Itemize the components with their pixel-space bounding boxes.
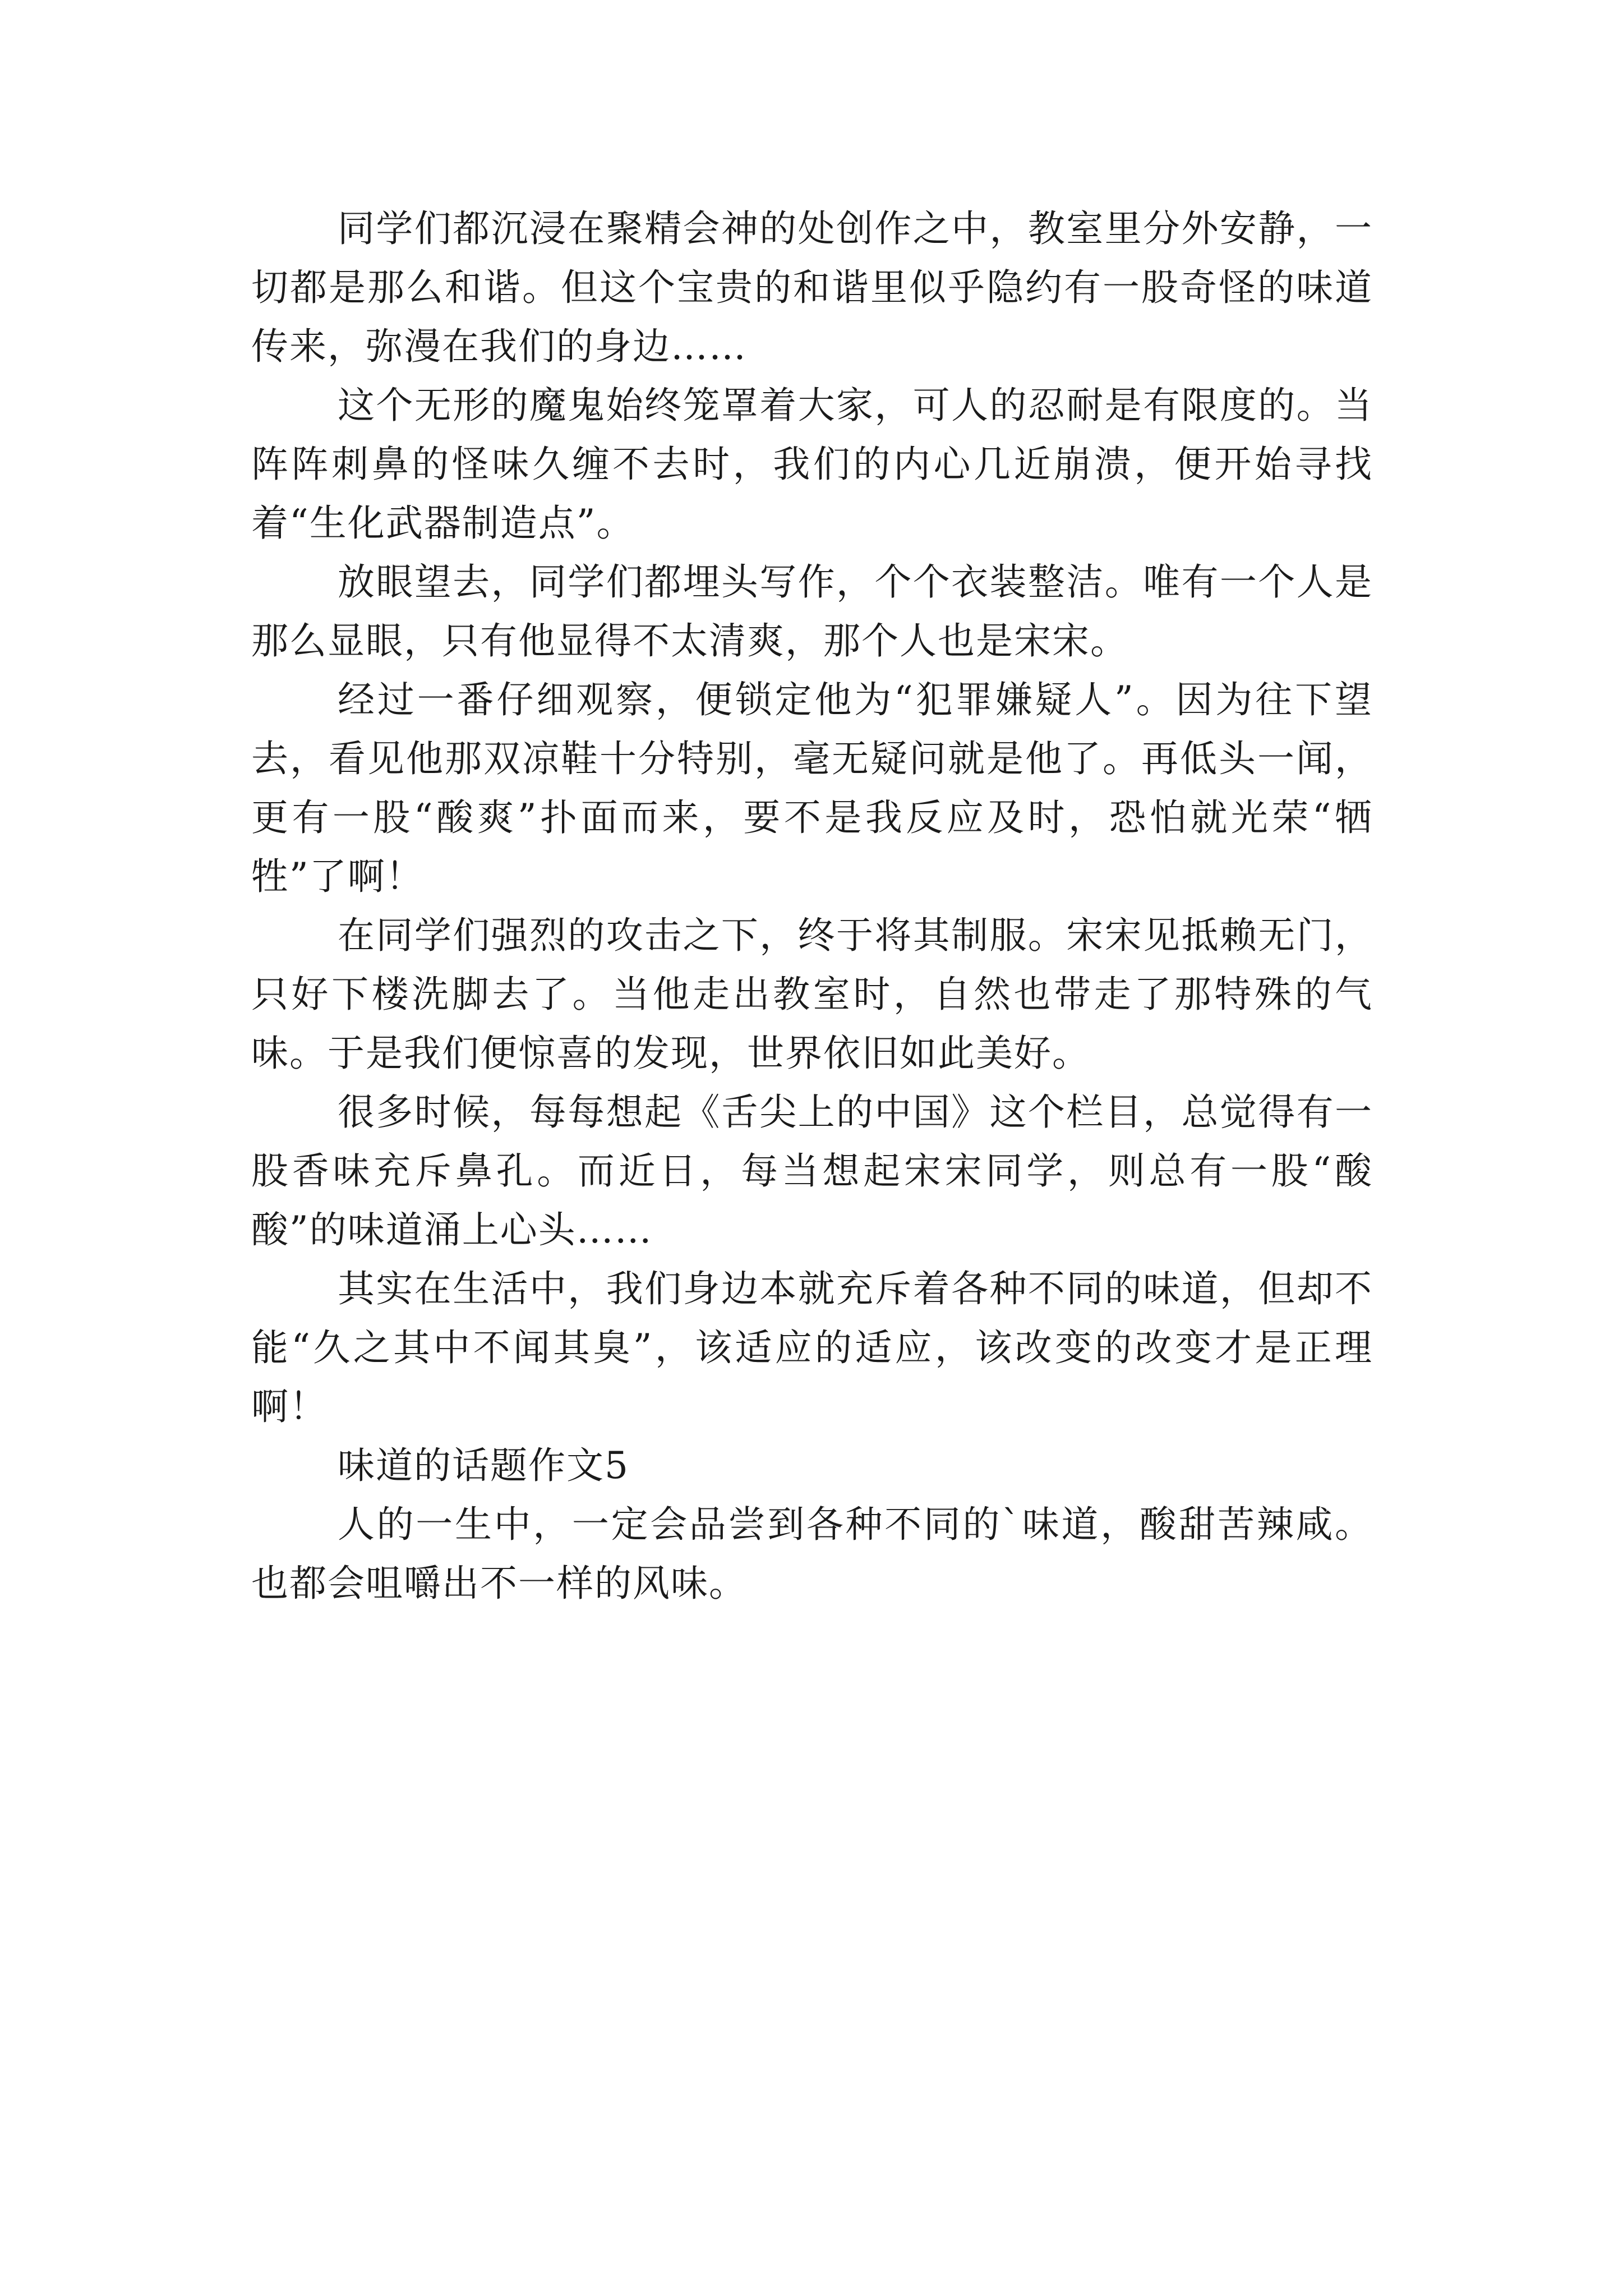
- paragraph-2: 这个无形的魔鬼始终笼罩着大家，可人的忍耐是有限度的。当阵阵刺鼻的怪味久缠不去时，我们的内心几近崩溃，便开始寻找着“生化武器制造点”。: [251, 384, 1373, 545]
- document-body: [251, 199, 1373, 1613]
- section-heading: 味道的话题作文5: [338, 1444, 629, 1487]
- paragraph-4: 经过一番仔细观察，便锁定他为“犯罪嫌疑人”。因为往下望去，看见他那双凉鞋十分特别，毫无疑问就是他了。再低头一闻，更有一股“酸爽”扑面而来，要不是我反应及时，恐怕就光荣“牺牲”了啊！: [251, 678, 1373, 898]
- paragraph-5: 在同学们强烈的攻击之下，终于将其制服。宋宋见抵赖无门，只好下楼洗脚去了。当他走出教室时，自然也带走了那特殊的气味。于是我们便惊喜的发现，世界依旧如此美好。: [251, 914, 1373, 1075]
- paragraph-6: 很多时候，每每想起《舌尖上的中国》这个栏目，总觉得有一股香味充斥鼻孔。而近日，每当想起宋宋同学，则总有一股“酸酸”的味道涌上心头……: [251, 1091, 1373, 1251]
- paragraph-8: 人的一生中，一定会品尝到各种不同的`味道，酸甜苦辣咸。也都会咀嚼出不一样的风味。: [251, 1503, 1373, 1605]
- paragraph-7: 其实在生活中，我们身边本就充斥着各种不同的味道，但却不能“久之其中不闻其臭”，该适应的适应，该改变的改变才是正理啊！: [251, 1267, 1373, 1428]
- paragraph-1: 同学们都沉浸在聚精会神的处创作之中，教室里分外安静，一切都是那么和谐。但这个宝贵的和谐里似乎隐约有一股奇怪的味道传来，弥漫在我们的身边……: [251, 207, 1373, 368]
- paragraph-3: 放眼望去，同学们都埋头写作，个个衣装整洁。唯有一个人是那么显眼，只有他显得不太清爽，那个人也是宋宋。: [251, 560, 1373, 662]
